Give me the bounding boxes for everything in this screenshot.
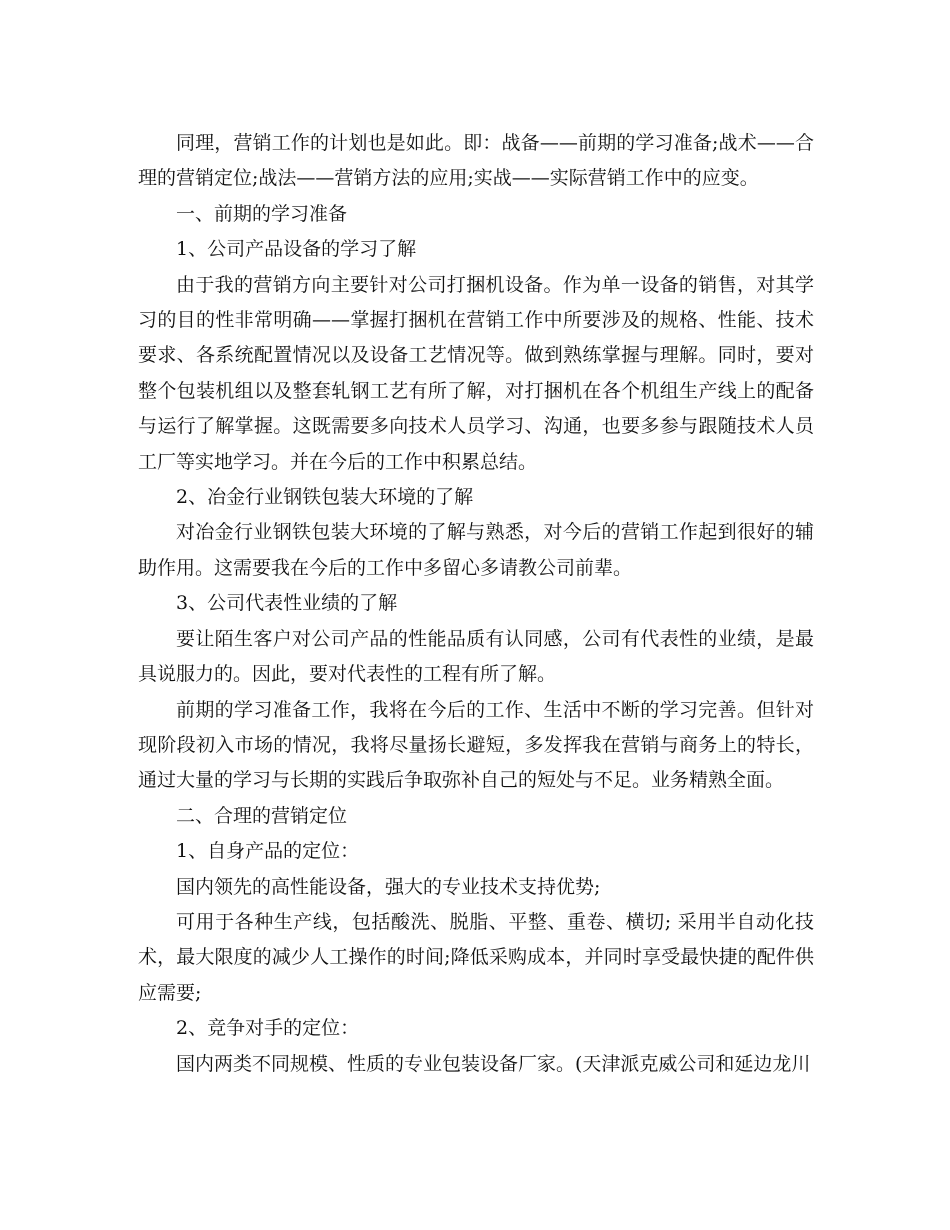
paragraph-competitors: 国内两类不同规模、性质的专业包装设备厂家。(天津派克威公司和延边龙川: [176, 1052, 811, 1075]
paragraph-product-equipment: 由于我的营销方向主要针对公司打捆机设备。作为单一设备的销售，对其学习的目的性非常明确——掌握打捆机在营销工作中所要涉及的规格、性能、技术要求、各系统配置情况以及设备工艺情况等。做到熟练掌握与理解。同时，要对整个包装机组以及整套轧钢工艺有所了解，对打捆机在各个机组生产线上的配备与运行了解掌握。这既需要多向技术人员学习、沟通，也要多参与跟随技术人员工厂等实地学习。并在今后的工作中积累总结。: [138, 273, 814, 473]
intro-paragraph: 同理，营销工作的计划也是如此。即：战备——前期的学习准备;战术——合理的营销定位;战法——营销方法的应用;实战——实际营销工作中的应变。: [138, 132, 814, 190]
document-body: [138, 126, 814, 1082]
paragraph-product-applications: 可用于各种生产线，包括酸洗、脱脂、平整、重卷、横切; 采用半自动化技术，最大限度的减少人工操作的时间;降低采购成本，并同时享受最快捷的配件供应需要;: [138, 910, 814, 1004]
paragraph-company-achievements: 要让陌生客户对公司产品的性能品质有认同感，公司有代表性的业绩，是最具说服力的。因此，要对代表性的工程有所了解。: [138, 627, 814, 686]
subheading-own-product-positioning: 1、自身产品的定位：: [176, 840, 360, 863]
section-heading-learning-preparation: 一、前期的学习准备: [176, 202, 348, 225]
subheading-competitor-positioning: 2、竞争对手的定位：: [176, 1017, 360, 1040]
paragraph-learning-summary: 前期的学习准备工作，我将在今后的工作、生活中不断的学习完善。但针对现阶段初入市场的情况，我将尽量扬长避短，多发挥我在营销与商务上的特长，通过大量的学习与长期的实践后争取弥补自己的短处与不足。业务精熟全面。: [138, 698, 814, 792]
paragraph-product-advantage: 国内领先的高性能设备，强大的专业技术支持优势;: [176, 875, 601, 898]
section-heading-marketing-positioning: 二、合理的营销定位: [176, 804, 348, 827]
subheading-industry-environment: 2、冶金行业钢铁包装大环境的了解: [176, 486, 474, 509]
subheading-company-achievements: 3、公司代表性业绩的了解: [176, 592, 398, 615]
paragraph-industry-environment: 对冶金行业钢铁包装大环境的了解与熟悉，对今后的营销工作起到很好的辅助作用。这需要我在今后的工作中多留心多请教公司前辈。: [138, 521, 814, 579]
subheading-product-equipment: 1、公司产品设备的学习了解: [176, 238, 417, 261]
